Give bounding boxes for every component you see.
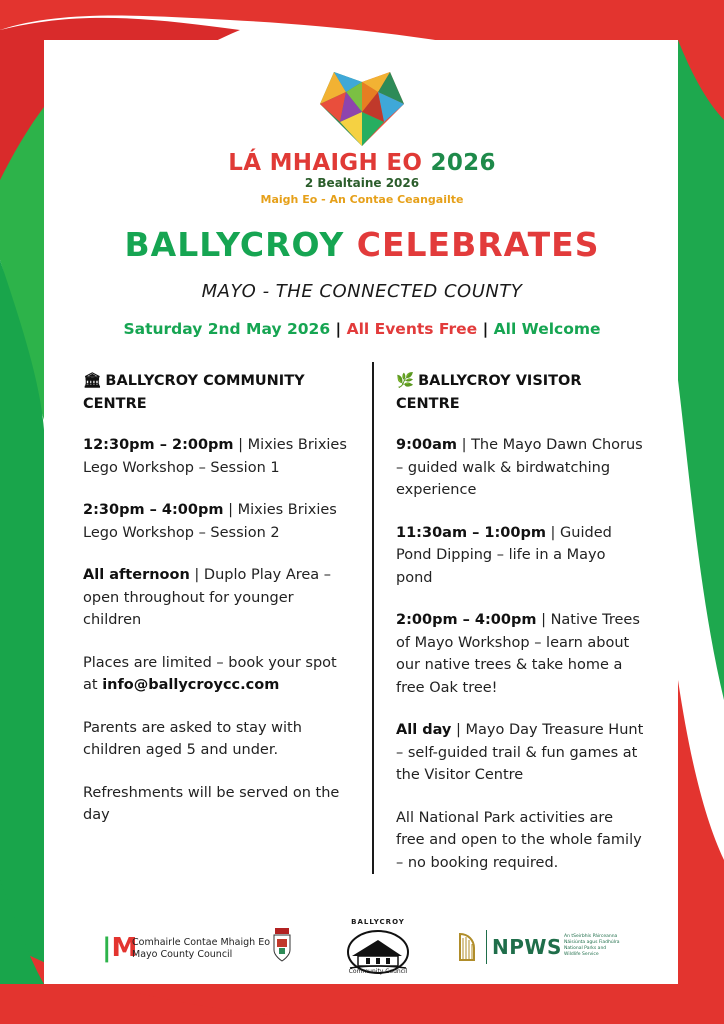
brand-title [200, 150, 524, 176]
headline-part1: BALLYCROY [124, 225, 345, 264]
brand-date: 2 Bealtaine 2026 [304, 176, 420, 190]
building-icon: 🏛 [83, 373, 102, 389]
community-centre-heading [83, 370, 355, 416]
parents-note: Parents are asked to stay with children aged 5 and under. [83, 719, 302, 758]
leaf-icon: 🌿 [396, 373, 415, 389]
event-time: All afternoon [83, 567, 190, 583]
event-item [396, 522, 646, 590]
event-item [83, 434, 355, 479]
event-desc: | Duplo Play Area – open throughout for younger children [83, 567, 332, 628]
community-centre-column [83, 370, 355, 847]
county-crest-icon [272, 928, 292, 962]
mcc-m-icon: |M [102, 933, 138, 963]
park-note: All National Park activities are free and open to the whole family – no booking required. [396, 809, 642, 871]
info-separator: | [335, 320, 342, 338]
npws-divider [486, 930, 487, 964]
npws-logo [456, 920, 626, 976]
bcc-top-text: BALLYCROY [351, 918, 405, 926]
event-item [396, 609, 646, 699]
community-centre-heading-text: BALLYCROY COMMUNITY CENTRE [83, 373, 305, 412]
event-time: 11:30am – 1:00pm [396, 524, 546, 541]
npws-name: NPWS [492, 935, 562, 959]
booking-text: Places are limited – book your spot at [83, 654, 337, 693]
column-divider [372, 362, 374, 874]
event-item [83, 564, 355, 632]
event-desc: | Guided Pond Dipping – life in a Mayo pond [396, 524, 612, 586]
event-time: 12:30pm – 2:00pm [83, 437, 234, 453]
brand-title-year: 2026 [430, 150, 496, 176]
headline-part2: CELEBRATES [356, 225, 600, 264]
event-time: 2:00pm – 4:00pm [396, 612, 537, 628]
mcc-line2: Mayo County Council [132, 949, 233, 960]
visitor-centre-column [396, 370, 646, 894]
ballycroy-community-council-logo [340, 920, 416, 976]
headline [60, 225, 664, 264]
heart-mosaic-logo-icon [316, 62, 408, 148]
event-item [396, 434, 646, 502]
refreshments-note: Refreshments will be served on the day [83, 784, 340, 823]
event-item [83, 499, 355, 544]
info-free: All Events Free [346, 320, 478, 338]
bcc-bottom-text: Community Council [348, 968, 408, 975]
subtitle: MAYO - THE CONNECTED COUNTY [201, 281, 523, 302]
event-time: All day [396, 722, 452, 738]
event-item [396, 719, 646, 787]
info-welcome: All Welcome [493, 320, 601, 338]
booking-email-link[interactable]: info@ballycroycc.com [102, 677, 280, 693]
event-desc: | Native Trees of Mayo Workshop – learn about our native trees & take home a free Oak tree! [396, 612, 640, 696]
mcc-line1: Comhairle Contae Mhaigh Eo [132, 937, 271, 948]
event-desc: | Mayo Day Treasure Hunt – self-guided trail & fun games at the Visitor Centre [396, 722, 644, 783]
info-line [60, 320, 664, 338]
brand-tagline: Maigh Eo - An Contae Ceangailte [260, 193, 464, 206]
npws-small-text: An tSeirbhís Páirceanna Náisiúnta agus Fiadhúlra National Parks and Wildlife Service [564, 934, 620, 957]
event-time: 9:00am [396, 437, 457, 453]
brand-title-text: LÁ MHAIGH EO [228, 150, 423, 176]
harp-icon [456, 932, 478, 962]
visitor-centre-heading [396, 370, 646, 416]
event-desc: | The Mayo Dawn Chorus – guided walk & birdwatching experience [396, 437, 643, 498]
booking-note [83, 652, 355, 697]
event-desc: | Mixies Brixies Lego Workshop – Session 2 [83, 502, 337, 541]
mayo-county-council-logo [102, 920, 302, 976]
event-desc: | Mixies Brixies Lego Workshop – Session 1 [83, 437, 347, 476]
visitor-centre-heading-text: BALLYCROY VISITOR CENTRE [396, 373, 582, 412]
info-date: Saturday 2nd May 2026 [123, 320, 331, 338]
info-separator: | [482, 320, 489, 338]
event-time: 2:30pm – 4:00pm [83, 502, 224, 518]
